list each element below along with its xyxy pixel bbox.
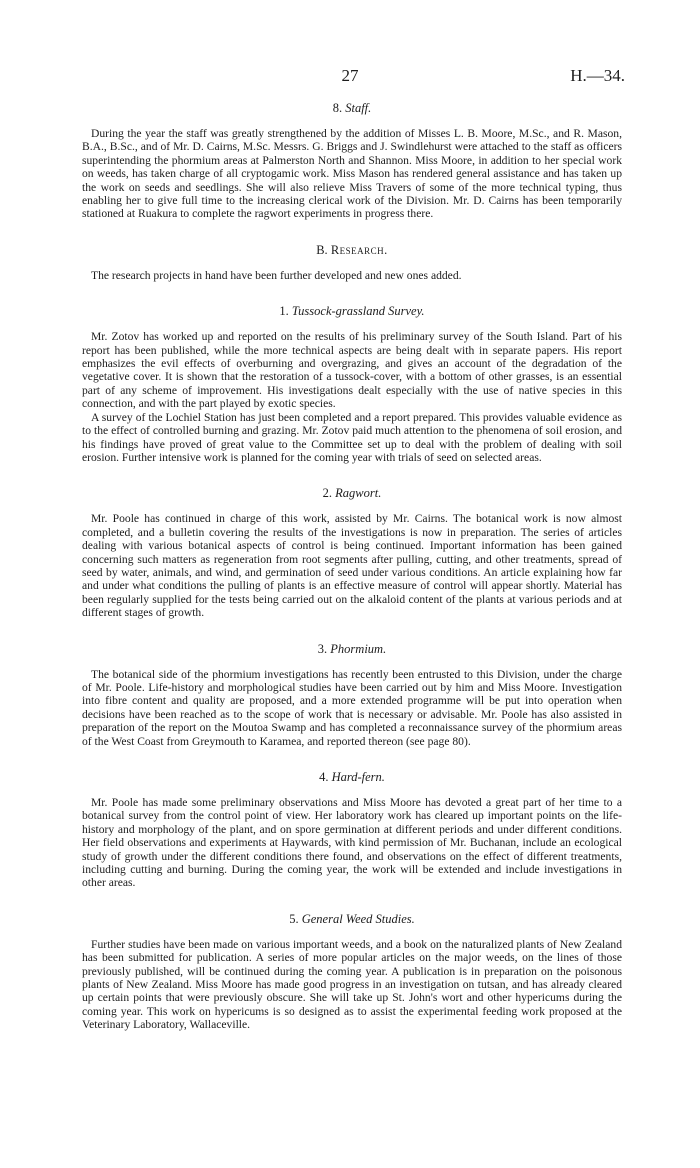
section-title: Phormium.	[330, 641, 387, 656]
section-title: Tussock-grassland Survey.	[291, 304, 425, 319]
section-title: Research.	[330, 242, 388, 257]
paragraph-research-intro: The research projects in hand have been further developed and new ones added.	[91, 268, 462, 282]
paragraph-ragwort: Mr. Poole has continued in charge of this work, assisted by Mr. Cairns. The botanical work is now almost completed, and a bulletin covering the results of the investigations is now in preparation. The series of articles dealing with various botanical aspects of control is being continued. Important information has been gained concerning such matters as regeneration from root segments after pulling, cutting, and other treatments, spread of seed by water, animals, and wind, and germination of seed under various conditions. An article explaining how far and under what conditions the pulling of plants is an effective measure of control will appear shortly. Material has been regularly supplied for the tests being carried out on the alkaloid content of the plants at various periods and at different stages of growth.	[82, 512, 622, 620]
page-number: 27	[341, 66, 359, 85]
section-heading-research	[82, 242, 622, 258]
section-heading-ragwort	[82, 485, 622, 501]
paragraph-hardfern: Mr. Poole has made some preliminary observations and Miss Moore has devoted a great part of her time to a botanical survey from the control point of view. Her laboratory work has cleared up important points on the life-history and morphology of the plant, and on spore germination at different periods and under different conditions. Her field observations and experiments at Haywards, with kind permission of Mr. Buchanan, include an ecological study of growth under the different conditions there found, and observations on the effect of different treatments, including cutting and burning. During the coming year, the work will be extended and include investigations in other areas.	[82, 796, 622, 890]
paragraph-tussock-1: Mr. Zotov has worked up and reported on the results of his preliminary survey of the South Island. Part of his report has been published, while the more technical aspects are being dealt with in separate papers. His report emphasizes the evil effects of overburning and overgrazing, and gives an account of the degradation of the vegetative cover. It is shown that the restoration of a tussock-cover, with a bottom of other grasses, is an essential part of any scheme of improvement. His investigations dealt especially with the use of native species in this connection, and with the part played by exotic species.	[82, 330, 622, 411]
section-number: 1.	[279, 304, 289, 319]
section-number: 2.	[322, 486, 333, 501]
section-heading-weeds	[82, 911, 622, 927]
section-heading-tussock	[82, 303, 622, 319]
page-header	[0, 66, 700, 88]
paragraph-staff: During the year the staff was greatly strengthened by the addition of Misses L. B. Moore, M.Sc., and R. Mason, B.A., B.Sc., and of Mr. D. Cairns, M.Sc. Messrs. G. Briggs and J. Swindlehurst were attached to the staff as officers superintending the phormium areas at Palmerston North and Shannon. Miss Moore, in addition to her special work on weeds, has taken charge of all cryptogamic work. Miss Mason has rendered general assistance and has taken up the work on seeds and seedlings. She will also relieve Miss Travers of some of the more technical typing, thus enabling her to give full time to the increasing clerical work of the Division. Mr. D. Cairns has been temporarily stationed at Ruakura to complete the ragwort experiments in progress there.	[82, 127, 622, 221]
section-heading-phormium	[82, 641, 622, 657]
section-heading-staff	[82, 100, 622, 116]
section-heading-hardfern	[82, 769, 622, 785]
section-number: 4.	[319, 770, 329, 784]
page-body	[82, 100, 622, 1032]
paragraph-phormium: The botanical side of the phormium investigations has recently been entrusted to this Division, under the charge of Mr. Poole. Life-history and morphological studies have been carried out by him and Miss Moore. Investigation into fibre content and quality are proposed, and a more extended programme will be put into operation when decisions have been reached as to the scope of work that is necessary or advisable. Mr. Poole has also assisted in preparation of the report on the Moutoa Swamp and has completed a reconnaissance survey of the phormium areas of the West Coast from Greymouth to Karamea, and reported thereon (see page 80).	[82, 667, 622, 748]
paragraph-weeds: Further studies have been made on various important weeds, and a book on the naturalized plants of New Zealand has been submitted for publication. A series of more popular articles on the major weeds, on the lines of those previously published, will be continued during the coming year. A publication is in preparation on the poisonous plants of New Zealand. Miss Moore has made good progress in an investigation on tutsan, and has already cleared up certain points that were previously obscure. She will take up St. John's wort and other hypericums during the coming year. This work on hypericums is so designed as to assist the experimental feeding work proposed at the Veterinary Laboratory, Wallaceville.	[82, 937, 622, 1032]
section-letter: B.	[316, 242, 328, 257]
section-number: 8.	[332, 101, 343, 115]
document-reference: H.—34.	[570, 66, 625, 85]
paragraph-tussock-2: A survey of the Lochiel Station has just been completed and a report prepared. This provides valuable evidence as to the effect of controlled burning and grazing. Mr. Zotov paid much attention to the phenomena of soil erosion, and his findings have proved of great value to the Committee set up to deal with the problem of dealing with soil erosion. Further intensive work is planned for the coming year with trials of seed on selected areas.	[82, 410, 622, 464]
section-title: General Weed Studies.	[301, 911, 415, 926]
section-number: 5.	[289, 911, 299, 926]
section-number: 3.	[317, 641, 328, 656]
section-title: Staff.	[345, 101, 372, 115]
section-title: Hard-fern.	[331, 770, 385, 784]
section-title: Ragwort.	[335, 486, 382, 501]
